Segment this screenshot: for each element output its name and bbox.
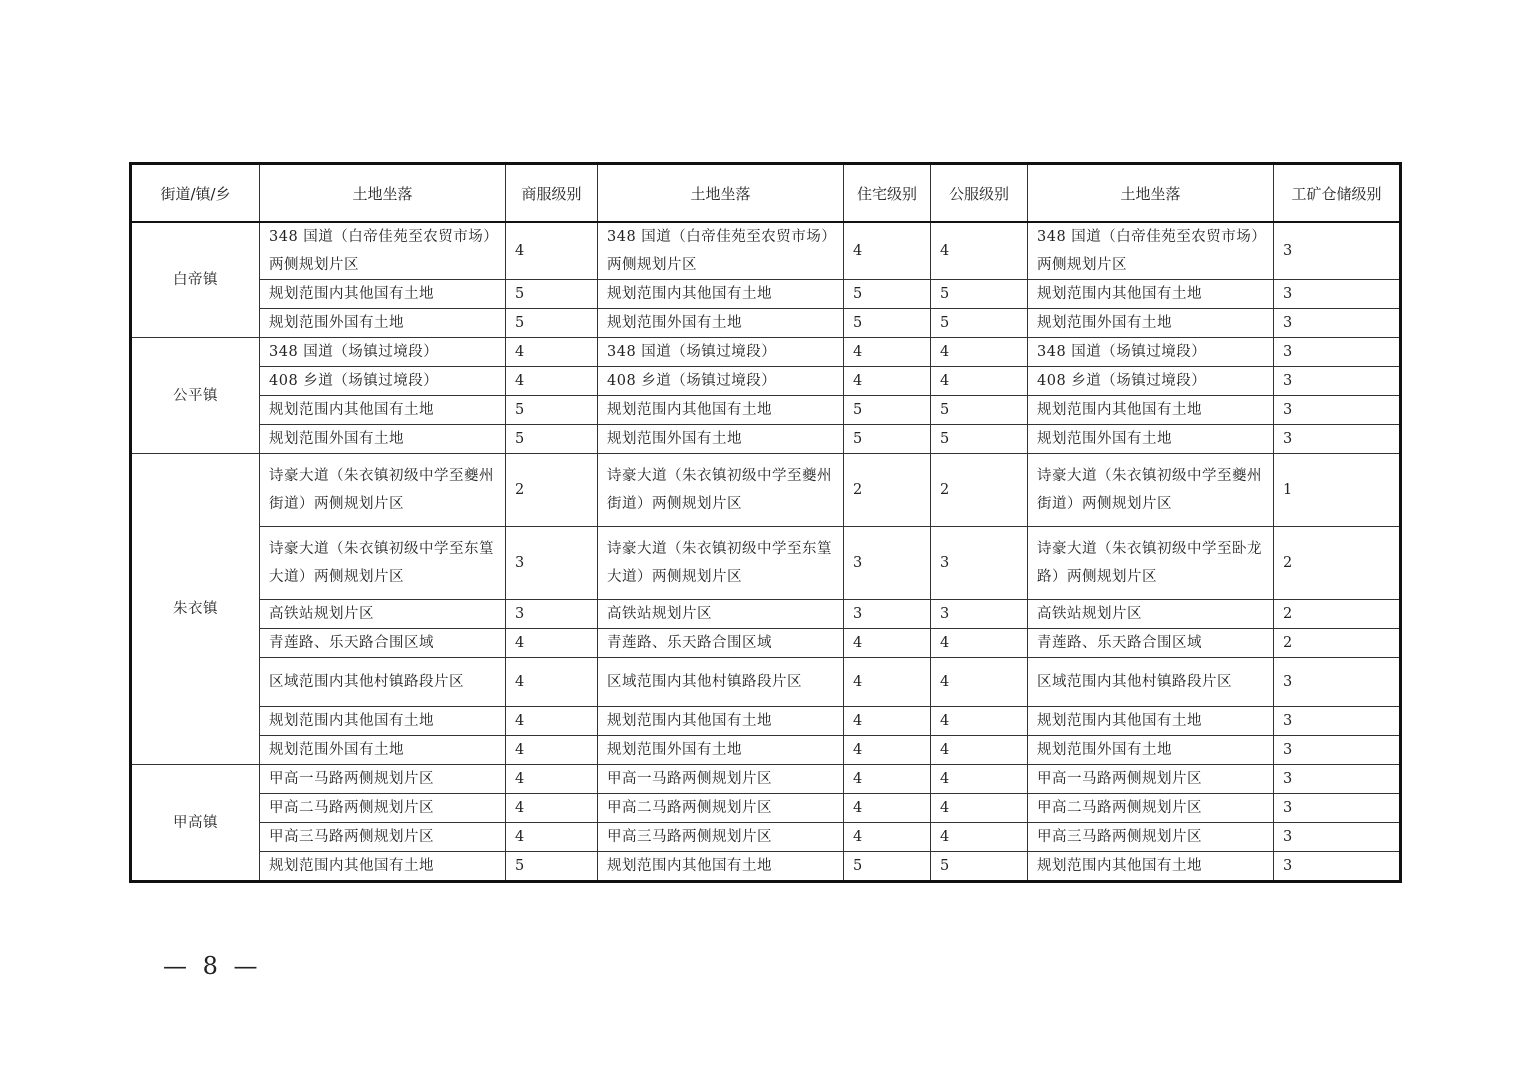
public-service-grade-cell: 4 xyxy=(931,338,1028,367)
industrial-grade-cell: 3 xyxy=(1274,367,1401,396)
commercial-grade-cell: 5 xyxy=(506,309,598,338)
residential-grade-cell: 5 xyxy=(844,396,931,425)
table-row xyxy=(131,396,1401,425)
industrial-grade-cell: 1 xyxy=(1274,454,1401,527)
header-residential-grade: 住宅级别 xyxy=(844,164,931,223)
location-commercial-cell: 甲高三马路两侧规划片区 xyxy=(260,823,506,852)
public-service-grade-cell: 5 xyxy=(931,280,1028,309)
location-industrial-cell: 规划范围内其他国有土地 xyxy=(1028,280,1274,309)
public-service-grade-cell: 5 xyxy=(931,396,1028,425)
industrial-grade-cell: 3 xyxy=(1274,425,1401,454)
location-commercial-cell: 诗豪大道（朱衣镇初级中学至东篁大道）两侧规划片区 xyxy=(260,527,506,600)
residential-grade-cell: 4 xyxy=(844,338,931,367)
location-residential-cell: 规划范围内其他国有土地 xyxy=(598,852,844,882)
location-industrial-cell: 规划范围内其他国有土地 xyxy=(1028,852,1274,882)
residential-grade-cell: 4 xyxy=(844,707,931,736)
table-row xyxy=(131,309,1401,338)
residential-grade-cell: 5 xyxy=(844,280,931,309)
town-cell: 朱衣镇 xyxy=(131,454,260,765)
industrial-grade-cell: 2 xyxy=(1274,629,1401,658)
location-residential-cell: 青莲路、乐天路合围区域 xyxy=(598,629,844,658)
location-industrial-cell: 区域范围内其他村镇路段片区 xyxy=(1028,658,1274,707)
commercial-grade-cell: 3 xyxy=(506,527,598,600)
commercial-grade-cell: 4 xyxy=(506,367,598,396)
table-row xyxy=(131,852,1401,882)
industrial-grade-cell: 3 xyxy=(1274,852,1401,882)
location-industrial-cell: 青莲路、乐天路合围区域 xyxy=(1028,629,1274,658)
public-service-grade-cell: 4 xyxy=(931,707,1028,736)
commercial-grade-cell: 5 xyxy=(506,396,598,425)
location-commercial-cell: 青莲路、乐天路合围区域 xyxy=(260,629,506,658)
location-commercial-cell: 348 国道（白帝佳苑至农贸市场）两侧规划片区 xyxy=(260,222,506,280)
industrial-grade-cell: 3 xyxy=(1274,765,1401,794)
table-row xyxy=(131,794,1401,823)
location-industrial-cell: 348 国道（白帝佳苑至农贸市场）两侧规划片区 xyxy=(1028,222,1274,280)
commercial-grade-cell: 4 xyxy=(506,794,598,823)
commercial-grade-cell: 4 xyxy=(506,707,598,736)
public-service-grade-cell: 4 xyxy=(931,794,1028,823)
residential-grade-cell: 5 xyxy=(844,309,931,338)
location-commercial-cell: 规划范围外国有土地 xyxy=(260,425,506,454)
location-residential-cell: 348 国道（白帝佳苑至农贸市场）两侧规划片区 xyxy=(598,222,844,280)
page-number: — 8 — xyxy=(163,952,262,980)
table-row xyxy=(131,823,1401,852)
location-industrial-cell: 甲高三马路两侧规划片区 xyxy=(1028,823,1274,852)
public-service-grade-cell: 4 xyxy=(931,736,1028,765)
commercial-grade-cell: 4 xyxy=(506,338,598,367)
location-industrial-cell: 规划范围外国有土地 xyxy=(1028,425,1274,454)
industrial-grade-cell: 3 xyxy=(1274,707,1401,736)
location-residential-cell: 甲高三马路两侧规划片区 xyxy=(598,823,844,852)
commercial-grade-cell: 4 xyxy=(506,658,598,707)
industrial-grade-cell: 3 xyxy=(1274,222,1401,280)
public-service-grade-cell: 2 xyxy=(931,454,1028,527)
location-residential-cell: 甲高二马路两侧规划片区 xyxy=(598,794,844,823)
header-location-industrial: 土地坐落 xyxy=(1028,164,1274,223)
location-commercial-cell: 甲高一马路两侧规划片区 xyxy=(260,765,506,794)
commercial-grade-cell: 5 xyxy=(506,425,598,454)
table-row xyxy=(131,658,1401,707)
table-row xyxy=(131,527,1401,600)
public-service-grade-cell: 3 xyxy=(931,527,1028,600)
residential-grade-cell: 3 xyxy=(844,527,931,600)
table-row xyxy=(131,629,1401,658)
public-service-grade-cell: 5 xyxy=(931,425,1028,454)
commercial-grade-cell: 4 xyxy=(506,823,598,852)
location-commercial-cell: 规划范围内其他国有土地 xyxy=(260,396,506,425)
location-commercial-cell: 规划范围外国有土地 xyxy=(260,736,506,765)
location-industrial-cell: 规划范围外国有土地 xyxy=(1028,736,1274,765)
location-industrial-cell: 348 国道（场镇过境段） xyxy=(1028,338,1274,367)
commercial-grade-cell: 4 xyxy=(506,765,598,794)
location-residential-cell: 348 国道（场镇过境段） xyxy=(598,338,844,367)
commercial-grade-cell: 4 xyxy=(506,629,598,658)
location-commercial-cell: 高铁站规划片区 xyxy=(260,600,506,629)
industrial-grade-cell: 3 xyxy=(1274,338,1401,367)
header-town: 街道/镇/乡 xyxy=(131,164,260,223)
commercial-grade-cell: 4 xyxy=(506,222,598,280)
location-commercial-cell: 规划范围内其他国有土地 xyxy=(260,707,506,736)
commercial-grade-cell: 4 xyxy=(506,736,598,765)
residential-grade-cell: 4 xyxy=(844,823,931,852)
commercial-grade-cell: 3 xyxy=(506,600,598,629)
town-cell: 白帝镇 xyxy=(131,222,260,338)
residential-grade-cell: 4 xyxy=(844,629,931,658)
location-residential-cell: 规划范围外国有土地 xyxy=(598,736,844,765)
residential-grade-cell: 5 xyxy=(844,425,931,454)
location-residential-cell: 规划范围外国有土地 xyxy=(598,309,844,338)
public-service-grade-cell: 3 xyxy=(931,600,1028,629)
location-residential-cell: 甲高一马路两侧规划片区 xyxy=(598,765,844,794)
location-industrial-cell: 诗豪大道（朱衣镇初级中学至夔州街道）两侧规划片区 xyxy=(1028,454,1274,527)
residential-grade-cell: 4 xyxy=(844,765,931,794)
public-service-grade-cell: 4 xyxy=(931,823,1028,852)
residential-grade-cell: 5 xyxy=(844,852,931,882)
town-cell: 公平镇 xyxy=(131,338,260,454)
location-residential-cell: 规划范围外国有土地 xyxy=(598,425,844,454)
public-service-grade-cell: 4 xyxy=(931,629,1028,658)
table-row xyxy=(131,600,1401,629)
table-row xyxy=(131,765,1401,794)
industrial-grade-cell: 3 xyxy=(1274,823,1401,852)
industrial-grade-cell: 2 xyxy=(1274,527,1401,600)
table-row xyxy=(131,222,1401,280)
public-service-grade-cell: 4 xyxy=(931,658,1028,707)
location-industrial-cell: 甲高一马路两侧规划片区 xyxy=(1028,765,1274,794)
location-commercial-cell: 规划范围外国有土地 xyxy=(260,309,506,338)
location-residential-cell: 诗豪大道（朱衣镇初级中学至东篁大道）两侧规划片区 xyxy=(598,527,844,600)
public-service-grade-cell: 4 xyxy=(931,765,1028,794)
location-commercial-cell: 408 乡道（场镇过境段） xyxy=(260,367,506,396)
public-service-grade-cell: 5 xyxy=(931,309,1028,338)
location-residential-cell: 高铁站规划片区 xyxy=(598,600,844,629)
location-industrial-cell: 规划范围内其他国有土地 xyxy=(1028,707,1274,736)
table-row xyxy=(131,736,1401,765)
location-industrial-cell: 诗豪大道（朱衣镇初级中学至卧龙路）两侧规划片区 xyxy=(1028,527,1274,600)
location-commercial-cell: 规划范围内其他国有土地 xyxy=(260,280,506,309)
residential-grade-cell: 2 xyxy=(844,454,931,527)
table-header-row xyxy=(131,164,1401,223)
location-commercial-cell: 甲高二马路两侧规划片区 xyxy=(260,794,506,823)
location-residential-cell: 规划范围内其他国有土地 xyxy=(598,396,844,425)
location-industrial-cell: 408 乡道（场镇过境段） xyxy=(1028,367,1274,396)
public-service-grade-cell: 4 xyxy=(931,222,1028,280)
location-residential-cell: 408 乡道（场镇过境段） xyxy=(598,367,844,396)
location-residential-cell: 规划范围内其他国有土地 xyxy=(598,280,844,309)
residential-grade-cell: 4 xyxy=(844,736,931,765)
header-public-service-grade: 公服级别 xyxy=(931,164,1028,223)
table-row xyxy=(131,367,1401,396)
residential-grade-cell: 4 xyxy=(844,222,931,280)
industrial-grade-cell: 3 xyxy=(1274,309,1401,338)
location-industrial-cell: 规划范围内其他国有土地 xyxy=(1028,396,1274,425)
table-row xyxy=(131,338,1401,367)
location-residential-cell: 规划范围内其他国有土地 xyxy=(598,707,844,736)
location-commercial-cell: 348 国道（场镇过境段） xyxy=(260,338,506,367)
table-row xyxy=(131,454,1401,527)
location-residential-cell: 区域范围内其他村镇路段片区 xyxy=(598,658,844,707)
location-industrial-cell: 甲高二马路两侧规划片区 xyxy=(1028,794,1274,823)
location-residential-cell: 诗豪大道（朱衣镇初级中学至夔州街道）两侧规划片区 xyxy=(598,454,844,527)
header-location-commercial: 土地坐落 xyxy=(260,164,506,223)
public-service-grade-cell: 5 xyxy=(931,852,1028,882)
table-row xyxy=(131,425,1401,454)
commercial-grade-cell: 2 xyxy=(506,454,598,527)
industrial-grade-cell: 3 xyxy=(1274,396,1401,425)
table-body xyxy=(131,222,1401,882)
header-location-residential: 土地坐落 xyxy=(598,164,844,223)
town-cell: 甲高镇 xyxy=(131,765,260,882)
industrial-grade-cell: 3 xyxy=(1274,736,1401,765)
commercial-grade-cell: 5 xyxy=(506,852,598,882)
table-row xyxy=(131,707,1401,736)
industrial-grade-cell: 3 xyxy=(1274,794,1401,823)
location-commercial-cell: 诗豪大道（朱衣镇初级中学至夔州街道）两侧规划片区 xyxy=(260,454,506,527)
residential-grade-cell: 4 xyxy=(844,794,931,823)
header-commercial-grade: 商服级别 xyxy=(506,164,598,223)
industrial-grade-cell: 3 xyxy=(1274,658,1401,707)
commercial-grade-cell: 5 xyxy=(506,280,598,309)
location-commercial-cell: 规划范围内其他国有土地 xyxy=(260,852,506,882)
industrial-grade-cell: 2 xyxy=(1274,600,1401,629)
location-commercial-cell: 区域范围内其他村镇路段片区 xyxy=(260,658,506,707)
residential-grade-cell: 4 xyxy=(844,658,931,707)
land-grade-table xyxy=(129,162,1402,883)
industrial-grade-cell: 3 xyxy=(1274,280,1401,309)
public-service-grade-cell: 4 xyxy=(931,367,1028,396)
residential-grade-cell: 3 xyxy=(844,600,931,629)
location-industrial-cell: 规划范围外国有土地 xyxy=(1028,309,1274,338)
header-industrial-grade: 工矿仓储级别 xyxy=(1274,164,1401,223)
residential-grade-cell: 4 xyxy=(844,367,931,396)
location-industrial-cell: 高铁站规划片区 xyxy=(1028,600,1274,629)
table-row xyxy=(131,280,1401,309)
